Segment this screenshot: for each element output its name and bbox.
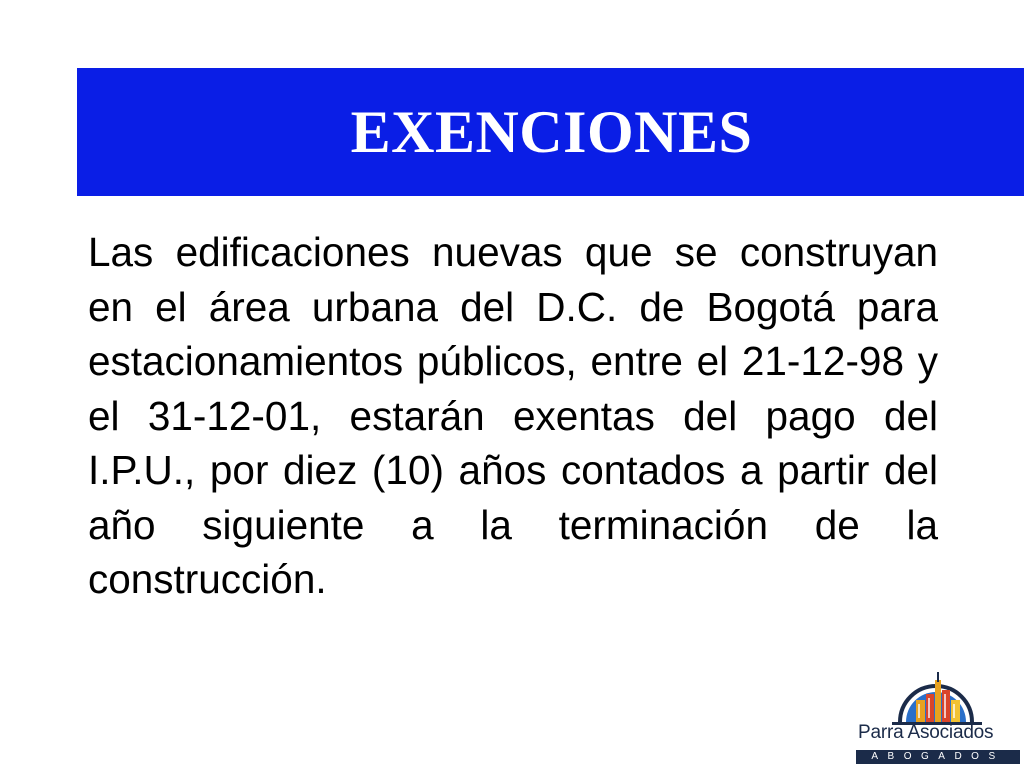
slide-body-text: Las edificaciones nuevas que se construyan en el área urbana del D.C. de Bogotá para estacionamientos públicos, entre el 21-12-98 y el 31-12-01, estarán exentas del pago del I.P.U., por diez (10) años contados a partir del año siguiente a la terminación de la construcción.: [88, 229, 938, 602]
logo-emblem-icon: [852, 670, 1024, 730]
logo-company-name: Parra Asociados: [858, 722, 994, 743]
company-logo: [852, 670, 1024, 768]
logo-subtitle: ABOGADOS: [856, 750, 1020, 764]
slide-title: EXENCIONES: [350, 98, 753, 165]
title-bar: [77, 68, 1024, 196]
